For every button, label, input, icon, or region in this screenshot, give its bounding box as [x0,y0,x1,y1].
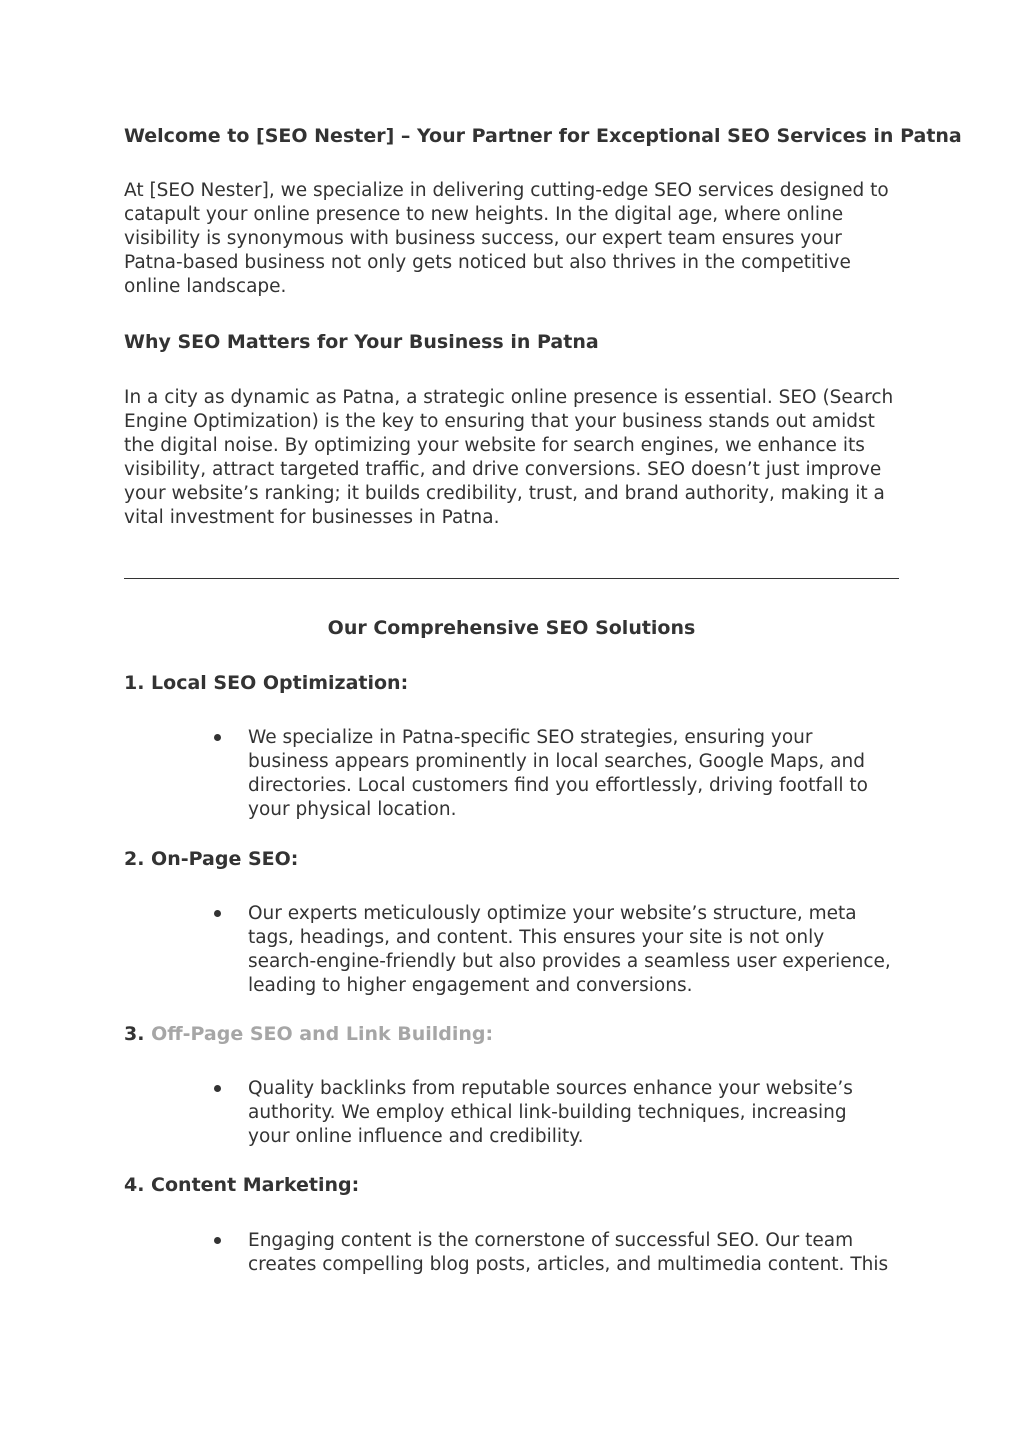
intro-paragraph: At [SEO Nester], we specialize in delivering cutting-edge SEO services designed to catapult your online presence to new heights. In the digital age, where online visibility is synonymous with business success, our expert team ensures your Patna-based business not only gets noticed but also thrives in the competitive online landscape. [124,180,889,298]
bullet-icon [214,910,221,917]
bullet-icon [214,1237,221,1244]
solution-item-title: 1. Local SEO Optimization: [124,672,409,694]
solutions-heading: Our Comprehensive SEO Solutions [327,617,696,639]
solution-item-title: 2. On-Page SEO: [124,848,299,870]
horizontal-divider [124,578,899,579]
solution-bullet-text: We specialize in Patna-specific SEO strategies, ensuring your business appears prominently in local searches, Google Maps, and directories. Local customers find you effortlessly, driving footfall to your physical location. [248,727,868,821]
bullet-icon [214,734,221,741]
solution-bullet-text: Engaging content is the cornerstone of successful SEO. Our team creates compelling blog posts, articles, and multimedia content. This [248,1230,889,1276]
why-seo-heading: Why SEO Matters for Your Business in Patna [124,331,599,353]
solution-item-title: 4. Content Marketing: [124,1174,360,1196]
bullet-icon [214,1085,221,1092]
solution-item-title [124,1022,493,1046]
solution-item-title-text: Off-Page SEO and Link Building: [151,1023,494,1045]
solution-item-number: 3. [124,1023,145,1045]
solution-bullet-text: Our experts meticulously optimize your website’s structure, meta tags, headings, and content. This ensures your site is not only search-engine-friendly but also provides a seamless user experience, leading to higher engagement and conversions. [248,903,891,997]
solution-bullet-text: Quality backlinks from reputable sources enhance your website’s authority. We employ ethical link-building techniques, increasing your online influence and credibility. [248,1078,853,1148]
page-title: Welcome to [SEO Nester] – Your Partner for Exceptional SEO Services in Patna [124,125,962,147]
why-seo-paragraph: In a city as dynamic as Patna, a strategic online presence is essential. SEO (Search Engine Optimization) is the key to ensuring that your business stands out amidst the digital noise. By optimizing your website for search engines, we enhance its visibility, attract targeted traffic, and drive conversions. SEO doesn’t just improve your website’s ranking; it builds credibility, trust, and brand authority, making it a vital investment for businesses in Patna. [124,387,894,529]
